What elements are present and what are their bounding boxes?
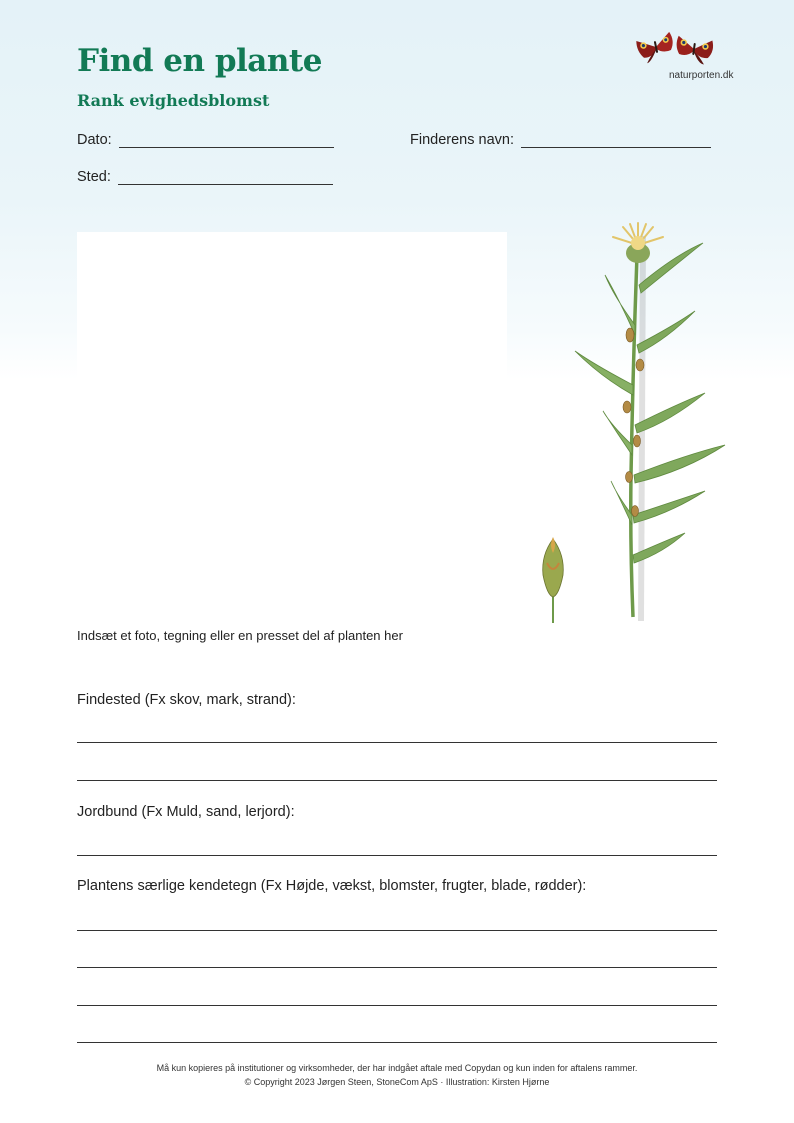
- photo-caption: Indsæt et foto, tegning eller en presset del af planten her: [77, 628, 403, 643]
- date-line[interactable]: [119, 133, 334, 148]
- answer-line[interactable]: [77, 930, 717, 931]
- place-field[interactable]: [77, 169, 333, 185]
- site-url[interactable]: naturporten.dk: [669, 70, 734, 81]
- answer-line[interactable]: [77, 967, 717, 968]
- page-title: Find en plante: [77, 43, 322, 79]
- date-field[interactable]: [77, 132, 334, 148]
- question-soil: Jordbund (Fx Muld, sand, lerjord):: [77, 804, 295, 820]
- date-label: Dato:: [77, 132, 112, 148]
- plant-illustration: [535, 215, 740, 635]
- plant-name: Rank evighedsblomst: [77, 91, 270, 110]
- answer-line[interactable]: [77, 1005, 717, 1006]
- place-line[interactable]: [118, 170, 333, 185]
- question-features: Plantens særlige kendetegn (Fx Højde, vækst, blomster, frugter, blade, rødder):: [77, 878, 587, 894]
- footer: [0, 1061, 794, 1089]
- photo-area[interactable]: [77, 232, 507, 604]
- answer-line[interactable]: [77, 780, 717, 781]
- finder-field[interactable]: [410, 132, 711, 148]
- footer-copyright: © Copyright 2023 Jørgen Steen, StoneCom ApS · Illustration: Kirsten Hjørne: [244, 1077, 550, 1087]
- finder-line[interactable]: [521, 133, 711, 148]
- answer-line[interactable]: [77, 1042, 717, 1043]
- answer-line[interactable]: [77, 855, 717, 856]
- butterfly-icon: [634, 27, 718, 67]
- place-label: Sted:: [77, 169, 111, 185]
- footer-license: Må kun kopieres på institutioner og virksomheder, der har indgået aftale med Copydan og kun inden for aftalens rammer.: [156, 1063, 638, 1073]
- finder-label: Finderens navn:: [410, 132, 514, 148]
- question-location: Findested (Fx skov, mark, strand):: [77, 692, 296, 708]
- answer-line[interactable]: [77, 742, 717, 743]
